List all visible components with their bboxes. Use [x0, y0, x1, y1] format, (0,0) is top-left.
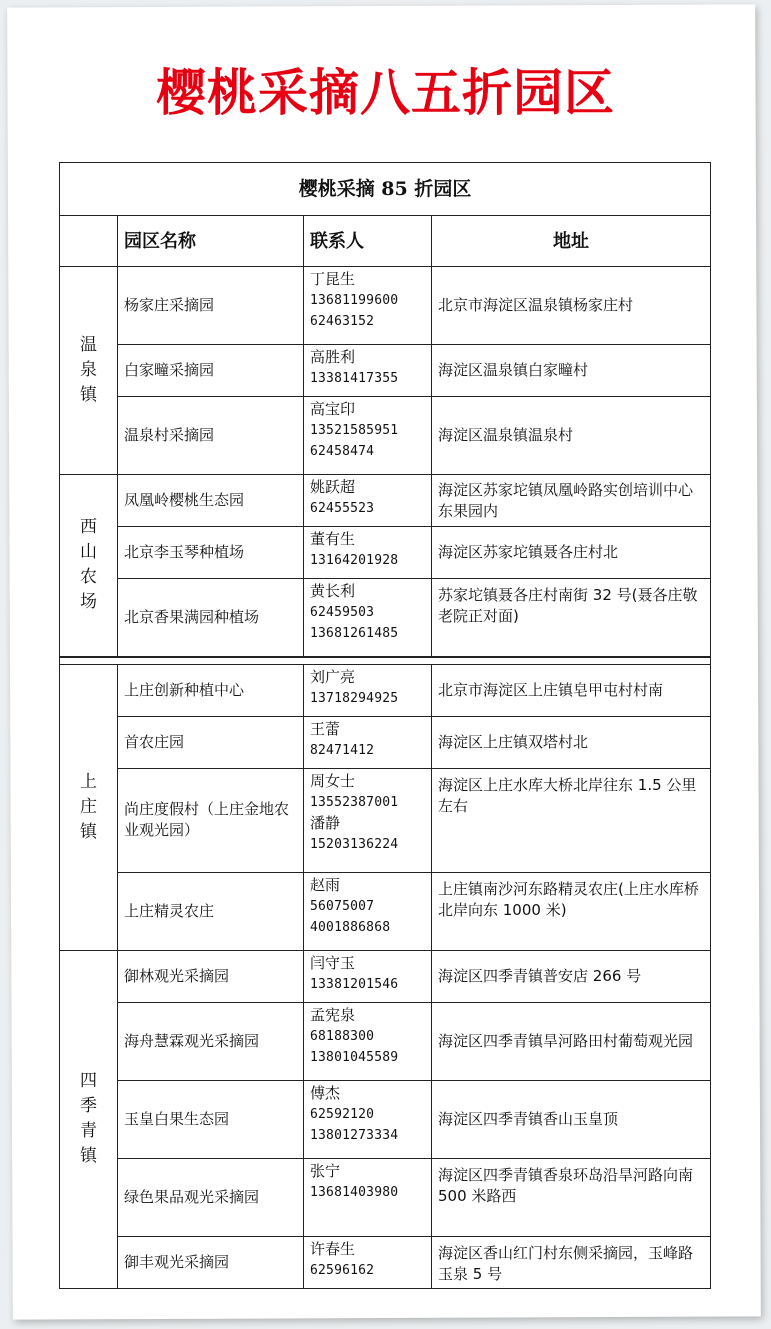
contact-phone: 13681403980 — [310, 1184, 399, 1200]
table-row — [60, 664, 711, 716]
contact-phone: 13381417355 — [310, 371, 399, 386]
orchard-name: 首农庄园 — [118, 716, 304, 768]
contact-cell — [304, 872, 432, 950]
address-cell: 苏家坨镇聂各庄村南街 32 号(聂各庄敬老院正对面) — [432, 579, 711, 657]
address-cell: 海淀区四季青镇香泉环岛沿旱河路向南 500 米路西 — [432, 1158, 711, 1236]
orchard-name: 御林观光采摘园 — [118, 950, 304, 1002]
town-cell — [60, 664, 118, 950]
town-char: 上 — [80, 771, 97, 792]
town-char: 青 — [80, 1121, 97, 1141]
orchard-name: 尚庄度假村（上庄金地农业观光园） — [118, 768, 304, 872]
table-row — [60, 397, 711, 475]
contact-phone: 13681199600 — [310, 293, 399, 308]
table-row — [60, 1080, 711, 1158]
orchard-name: 上庄精灵农庄 — [118, 872, 304, 950]
table-row — [60, 579, 711, 657]
town-char: 西 — [80, 517, 97, 538]
table-row — [60, 872, 711, 950]
contact-phone: 62455523 — [310, 501, 375, 516]
contact-cell — [304, 345, 432, 397]
contact-phone: 56075007 — [310, 898, 375, 914]
contact-phone: 82471412 — [310, 742, 375, 758]
contact-person: 高宝印 — [310, 400, 356, 418]
table-caption-row — [60, 163, 711, 216]
address-cell: 海淀区上庄水库大桥北岸往东 1.5 公里左右 — [432, 768, 711, 872]
header-town — [60, 216, 118, 267]
contact-phone: 62596162 — [310, 1262, 375, 1278]
contact-person: 黄长利 — [310, 582, 356, 600]
contact-phone: 62459503 — [310, 605, 375, 620]
address-cell: 海淀区苏家坨镇凤凰岭路实创培训中心东果园内 — [432, 475, 711, 527]
contact-cell — [304, 267, 432, 345]
contact-phone: 13381201546 — [310, 976, 399, 992]
table-row — [60, 267, 711, 345]
town-char: 庄 — [80, 796, 97, 817]
address-cell: 海淀区四季青镇旱河路田村葡萄观光园 — [432, 1002, 711, 1080]
table-row — [60, 1002, 711, 1080]
town-char: 镇 — [80, 385, 97, 405]
contact-cell — [304, 716, 432, 768]
header-name: 园区名称 — [118, 216, 304, 267]
orchard-name: 杨家庄采摘园 — [118, 267, 304, 345]
town-char: 镇 — [80, 821, 97, 842]
header-contact: 联系人 — [304, 216, 432, 267]
town-cell — [60, 950, 118, 1288]
contact-phone: 13164201928 — [310, 553, 399, 568]
contact-person: 丁昆生 — [310, 270, 356, 288]
town-char: 农 — [80, 567, 97, 588]
town-char: 场 — [80, 592, 97, 613]
orchard-table — [59, 162, 711, 1289]
section-gap — [60, 657, 711, 665]
contact-cell — [304, 397, 432, 475]
town-cell — [60, 475, 118, 657]
town-cell — [60, 267, 118, 475]
contact-person: 高胜利 — [310, 348, 356, 366]
contact-phone: 62463152 — [310, 314, 375, 329]
contact-phone: 68188300 — [310, 1028, 375, 1044]
contact-person: 孟宪泉 — [310, 1005, 356, 1024]
orchard-name: 上庄创新种植中心 — [118, 664, 304, 716]
town-char: 镇 — [80, 1146, 97, 1166]
table-caption: 樱桃采摘 85 折园区 — [60, 163, 711, 216]
table-row — [60, 527, 711, 579]
contact-phone: 15203136224 — [310, 836, 399, 852]
address-cell: 北京市海淀区上庄镇皂甲屯村村南 — [432, 664, 711, 716]
contact-cell — [304, 475, 432, 527]
page-title: 樱桃采摘八五折园区 — [156, 64, 615, 122]
contact-person: 姚跃超 — [310, 478, 356, 496]
contact-person: 闫守玉 — [310, 953, 356, 972]
address-cell: 海淀区香山红门村东侧采摘园，玉峰路玉泉 5 号 — [432, 1236, 711, 1288]
header-address: 地址 — [432, 216, 711, 267]
table-row — [60, 768, 711, 872]
town-char: 温 — [80, 335, 97, 355]
contact-phone: 62592120 — [310, 1106, 375, 1122]
contact-phone: 13718294925 — [310, 690, 399, 706]
contact-phone: 13801273334 — [310, 1127, 399, 1143]
orchard-name: 北京李玉琴种植场 — [118, 527, 304, 579]
orchard-name: 绿色果品观光采摘园 — [118, 1158, 304, 1236]
address-cell: 海淀区苏家坨镇聂各庄村北 — [432, 527, 711, 579]
contact-cell — [304, 527, 432, 579]
gap-cell — [60, 657, 711, 665]
contact-cell — [304, 1002, 432, 1080]
contact-cell — [304, 1158, 432, 1236]
address-cell: 北京市海淀区温泉镇杨家庄村 — [432, 267, 711, 345]
contact-person: 张宁 — [310, 1161, 341, 1180]
town-char: 季 — [80, 1096, 97, 1116]
address-cell: 海淀区上庄镇双塔村北 — [432, 716, 711, 768]
orchard-name: 白家疃采摘园 — [118, 345, 304, 397]
contact-phone: 13552387001 — [310, 794, 399, 810]
address-cell: 海淀区四季青镇普安店 266 号 — [432, 950, 711, 1002]
table-row — [60, 1236, 711, 1288]
table-row — [60, 345, 711, 397]
contact-cell — [304, 579, 432, 657]
contact-cell — [304, 1080, 432, 1158]
contact-phone: 13521585951 — [310, 423, 399, 438]
orchard-name: 凤凰岭樱桃生态园 — [118, 475, 304, 527]
address-cell: 海淀区温泉镇温泉村 — [432, 397, 711, 475]
town-char: 泉 — [80, 360, 97, 380]
contact-phone: 4001886868 — [310, 919, 391, 935]
orchard-name: 温泉村采摘园 — [118, 397, 304, 475]
orchard-name: 海舟慧霖观光采摘园 — [118, 1002, 304, 1080]
table-row — [60, 716, 711, 768]
orchard-name: 御丰观光采摘园 — [118, 1236, 304, 1288]
address-cell: 海淀区四季青镇香山玉皇顶 — [432, 1080, 711, 1158]
contact-phone: 62458474 — [310, 444, 375, 459]
table-row — [60, 475, 711, 527]
table-header-row — [60, 216, 711, 267]
table-row — [60, 1158, 711, 1236]
contact-person: 许春生 — [310, 1239, 356, 1258]
town-char: 山 — [80, 542, 97, 563]
contact-person: 傅杰 — [310, 1083, 341, 1102]
address-cell: 海淀区温泉镇白家疃村 — [432, 345, 711, 397]
contact-person: 潘静 — [310, 813, 341, 832]
contact-cell — [304, 768, 432, 872]
orchard-name: 玉皇白果生态园 — [118, 1080, 304, 1158]
contact-cell — [304, 1236, 432, 1288]
contact-person: 周女士 — [310, 771, 356, 790]
contact-person: 王蕾 — [310, 719, 341, 738]
contact-cell — [304, 664, 432, 716]
table-row — [60, 950, 711, 1002]
orchard-name: 北京香果满园种植场 — [118, 579, 304, 657]
town-char: 四 — [80, 1071, 97, 1091]
contact-person: 赵雨 — [310, 875, 341, 894]
contact-person: 董有生 — [310, 530, 356, 548]
contact-cell — [304, 950, 432, 1002]
contact-person: 刘广亮 — [310, 667, 356, 686]
address-cell: 上庄镇南沙河东路精灵农庄(上庄水库桥北岸向东 1000 米) — [432, 872, 711, 950]
contact-phone: 13801045589 — [310, 1049, 399, 1065]
contact-phone: 13681261485 — [310, 626, 399, 641]
